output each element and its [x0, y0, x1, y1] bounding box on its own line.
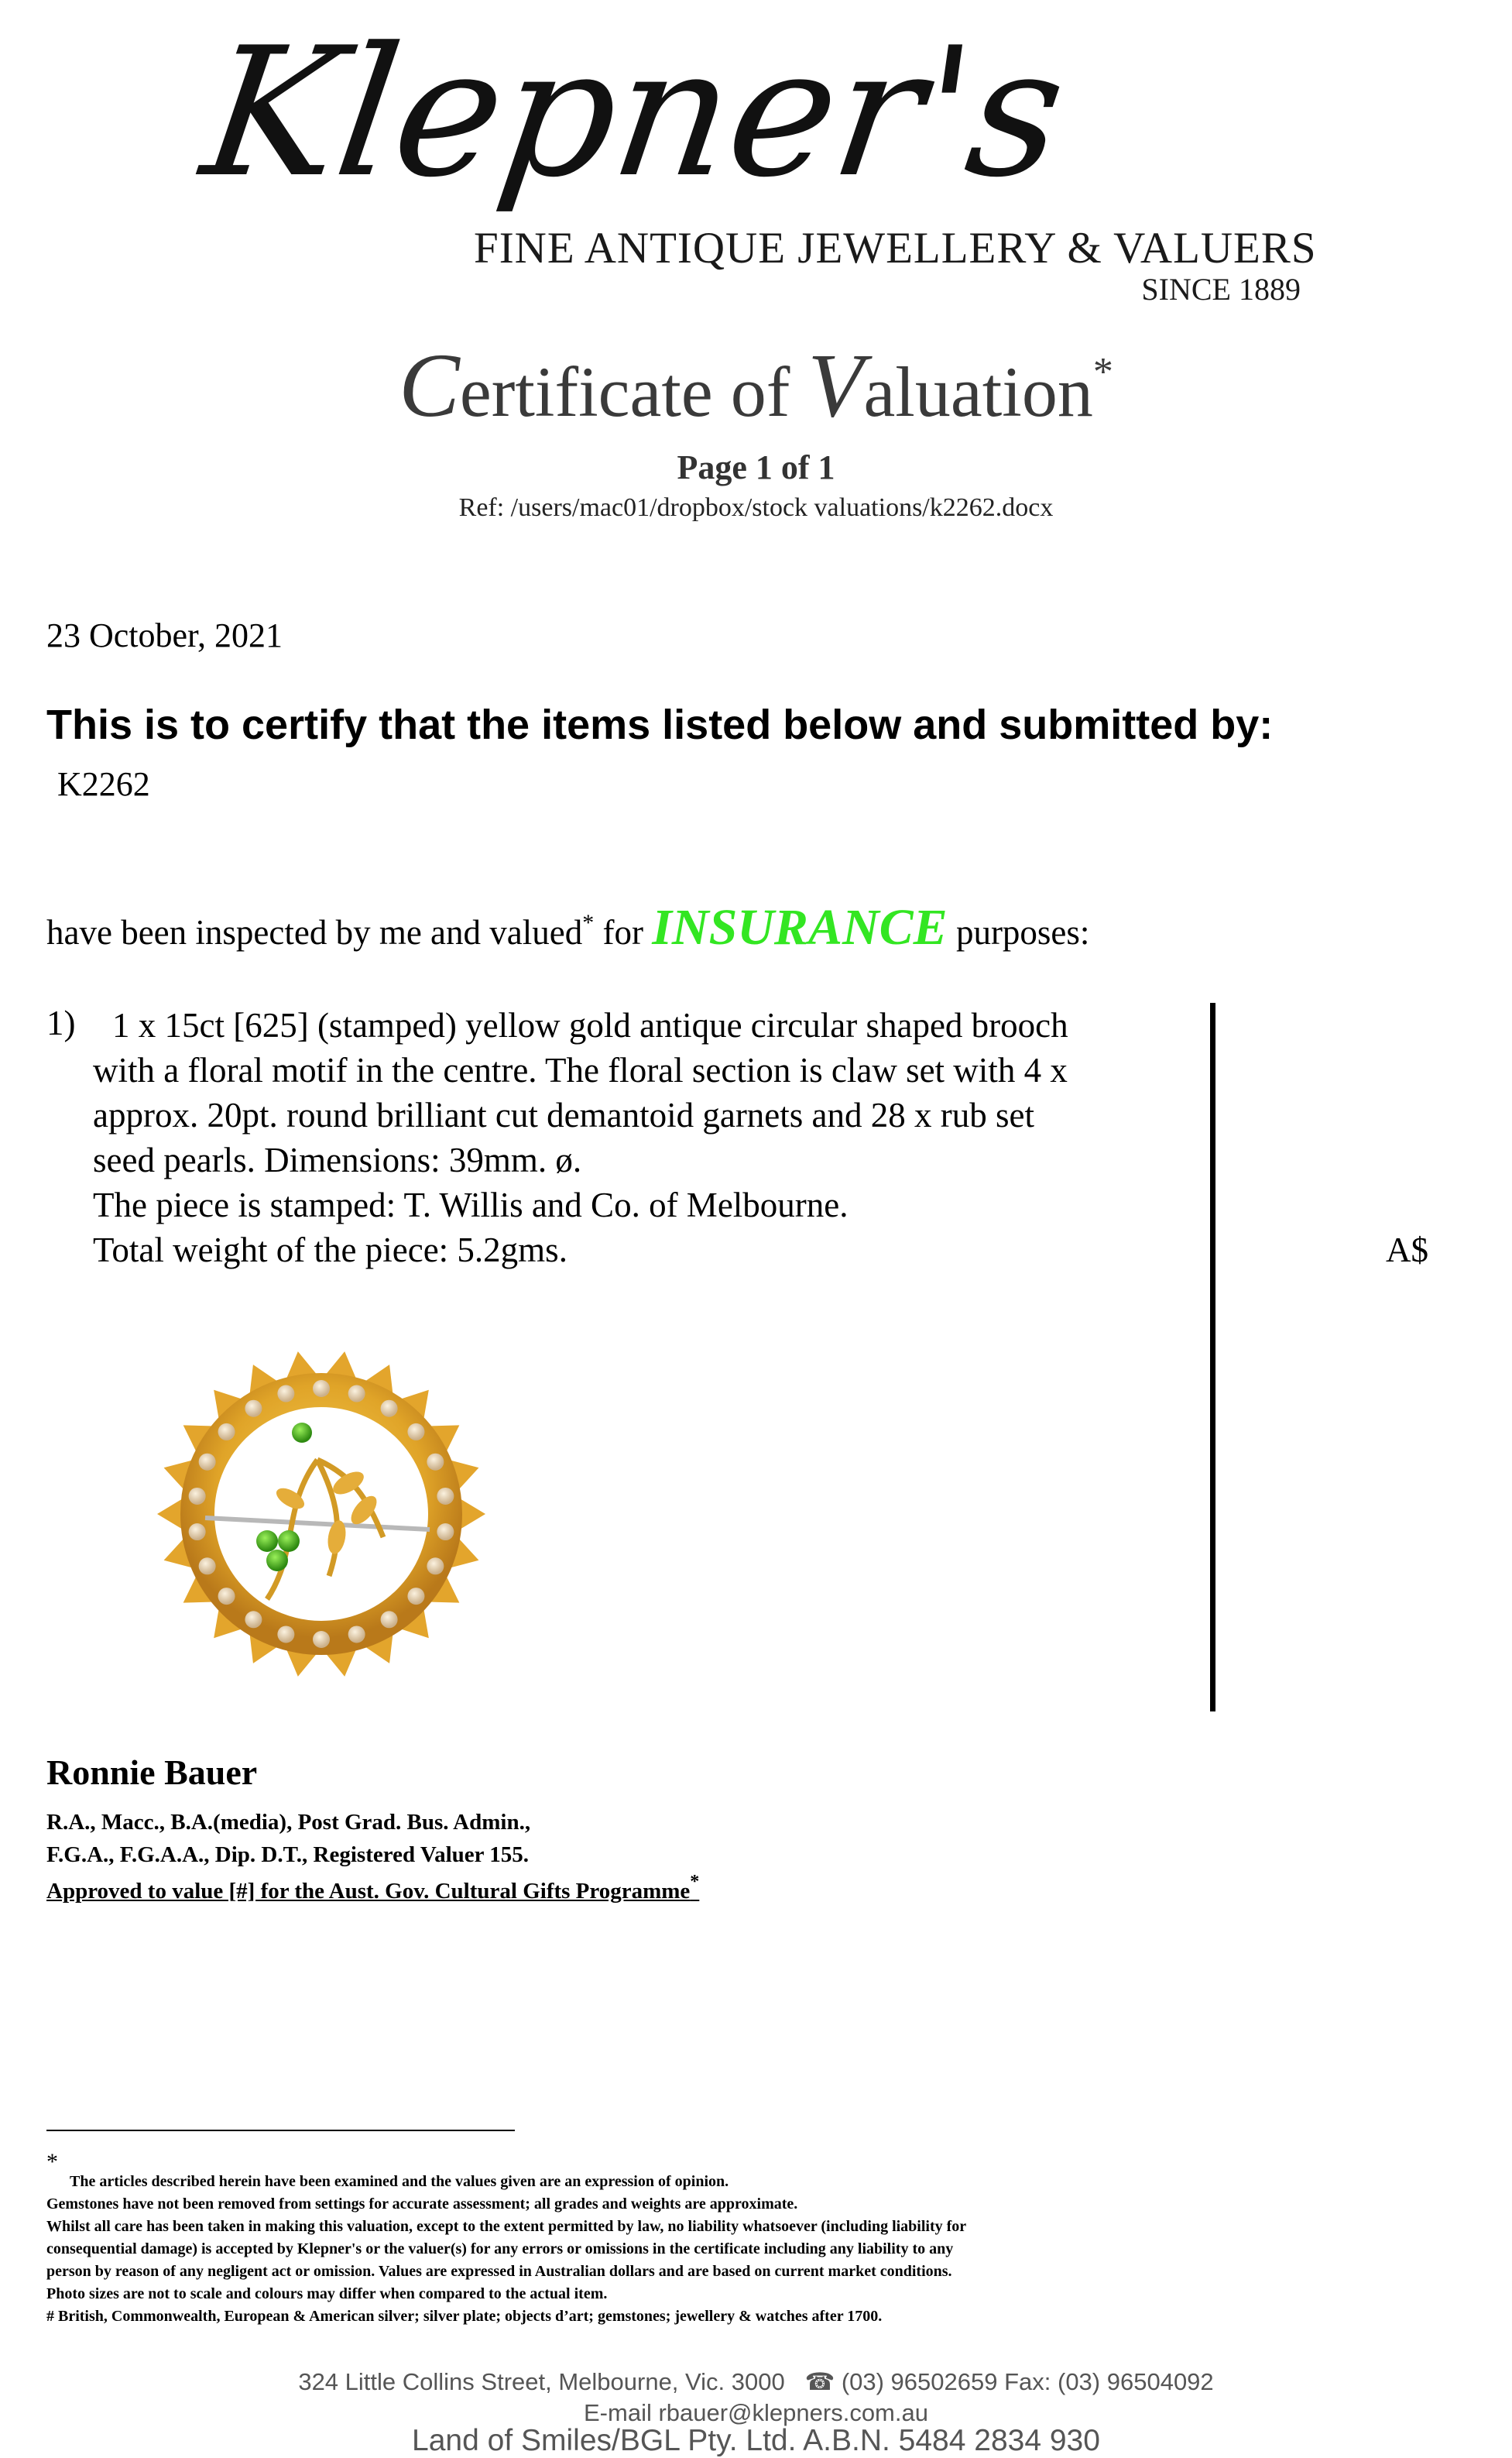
brand-name: Klepner's [192, 9, 1077, 217]
currency-label: A$ [1386, 1231, 1428, 1269]
certificate-date: 23 October, 2021 [46, 616, 283, 654]
klepners-logo [192, 9, 1077, 341]
page-number: Page 1 of 1 [677, 448, 835, 486]
insurance-purpose: INSURANCE [652, 899, 948, 956]
footnote-divider [46, 2130, 515, 2131]
business-email: E-mail rbauer@klepners.com.au [584, 2399, 928, 2426]
valuer-name: Ronnie Bauer [46, 1753, 258, 1792]
valuer-qualifications: R.A., Macc., B.A.(media), Post Grad. Bus. Admin., F.G.A., F.G.A.A., Dip. D.T., Registered Valuer 155. [46, 1810, 531, 1867]
certify-statement: This is to certify that the items listed below and submitted by: [46, 702, 1274, 748]
disclaimer-footnotes: The articles described herein have been examined and the values given are an expression of opinion. Gemstones have not been removed from settings for accurate assessment; all grades and weights are approximate. Whilst all care has been taken in making this valuation, except to the extent permitted by law, no liability whatsoever (including liability for consequential damage) is accepted by Klepner's or the valuer(s) for any errors or omissions in the certificate including any liability to any person by reason of any negligent act or omission. Values are expressed in Australian dollars and are based on current market conditions. Photo sizes are not to scale and colours may differ when compared to the actual item. # British, Commonwealth, European & American silver; silver plate; objects d’art; gemstones; jewellery & watches after 1700. [46, 2173, 967, 2325]
item-description: 1 x 15ct [625] (stamped) yellow gold antique circular shaped brooch with a floral motif in the centre. The floral section is claw set with 4 x approx. 20pt. round brilliant cut demantoid garnets and 28 x rub set seed pearls. Dimensions: 39mm. ø. The piece is stamped: T. Willis and Co. of Melbourne. Total weight of the piece: 5.2gms. [93, 1006, 1068, 1269]
column-divider [1210, 1003, 1215, 1711]
approval-statement: Approved to value [#] for the Aust. Gov. Cultural Gifts Programme* [46, 1872, 700, 1904]
telephone-icon: ☎ [804, 2368, 835, 2395]
certificate-title: Certificate of Valuation* [399, 335, 1113, 436]
brand-since: SINCE 1889 [1141, 272, 1301, 307]
item-number: 1) [46, 1004, 76, 1042]
inspection-statement: have been inspected by me and valued* for INSURANCE purposes: [46, 899, 1090, 956]
business-address: 324 Little Collins Street, Melbourne, Vic. 3000 ☎ (03) 96502659 Fax: (03) 96504092 [298, 2368, 1214, 2395]
footnote-marker: * [46, 2149, 58, 2175]
client-reference: K2262 [57, 765, 150, 803]
brooch-photo [151, 1344, 492, 1684]
brand-tagline: FINE ANTIQUE JEWELLERY & VALUERS [474, 224, 1317, 273]
company-abn: Land of Smiles/BGL Pty. Ltd. A.B.N. 5484 2834 930 [412, 2424, 1100, 2457]
reference-path: Ref: /users/mac01/dropbox/stock valuations/k2262.docx [458, 493, 1054, 522]
